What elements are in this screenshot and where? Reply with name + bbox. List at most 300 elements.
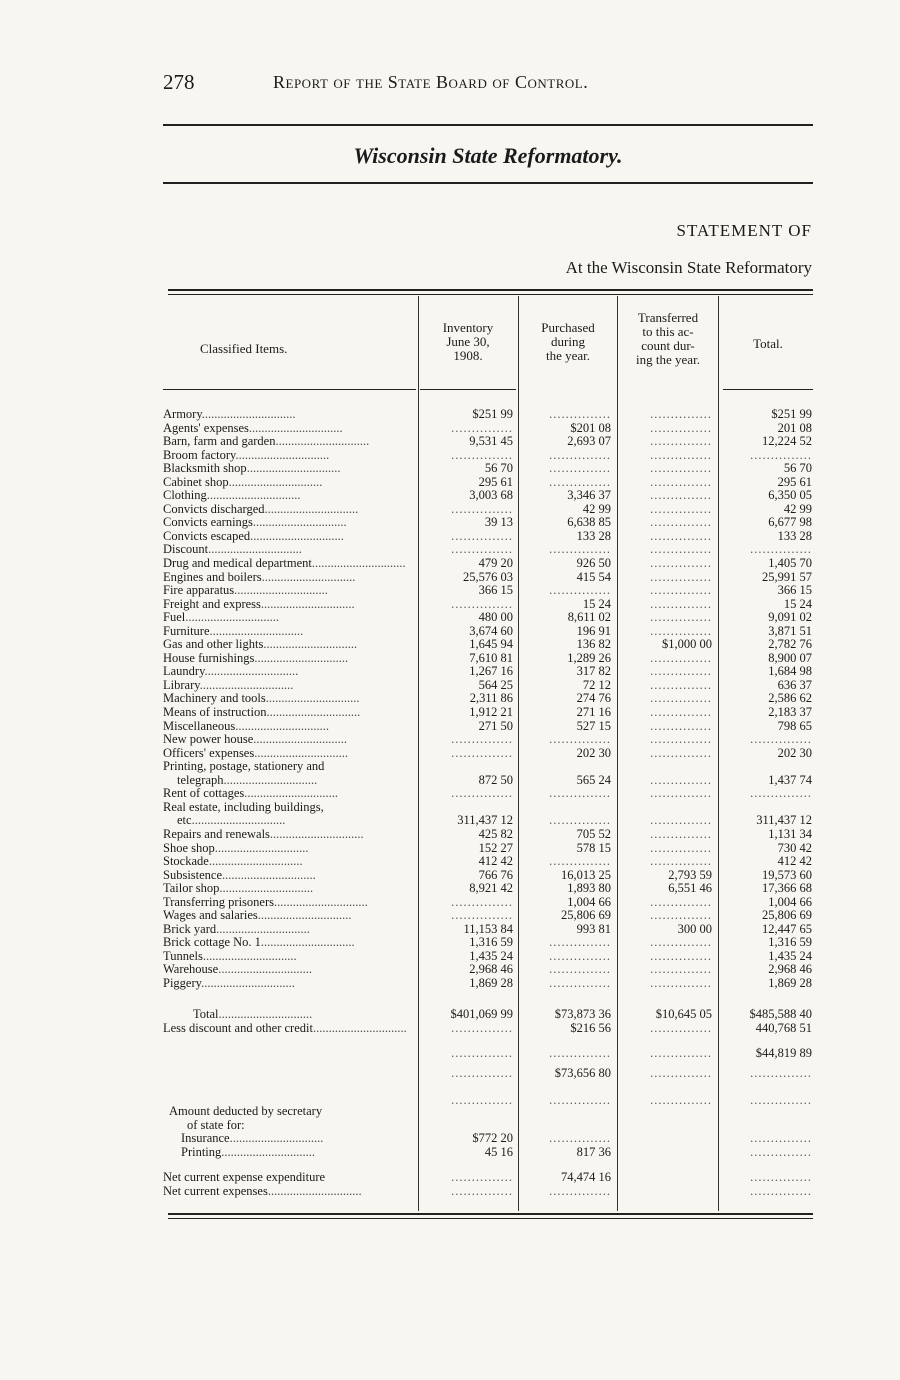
empty-cell: ............... xyxy=(451,732,513,747)
table-row xyxy=(163,422,813,436)
row-label xyxy=(163,598,416,612)
deductions-heading-2 xyxy=(163,1119,813,1133)
deductions-section xyxy=(163,1105,813,1198)
empty-cell: ............... xyxy=(650,501,712,516)
empty-cell: ............... xyxy=(750,786,812,801)
cell-total: 6,350 05 xyxy=(768,488,812,503)
cell-total: 3,871 51 xyxy=(768,623,812,638)
less-total: 440,768 51 xyxy=(755,1020,812,1035)
cell-inventory: 3,674 60 xyxy=(469,623,513,638)
table-row xyxy=(163,692,813,706)
cell-total: 412 42 xyxy=(777,854,812,869)
table-row xyxy=(163,760,813,774)
row-label xyxy=(163,503,416,517)
cell-transferred: $1,000 00 xyxy=(662,637,712,652)
cell-inventory: 480 00 xyxy=(478,610,513,625)
leader-dots: .............................. xyxy=(260,597,355,611)
cell-total: 1,004 66 xyxy=(768,894,812,909)
cell-inventory: 1,435 24 xyxy=(469,948,513,963)
table-row xyxy=(163,543,813,557)
leader-dots: .............................. xyxy=(248,421,343,435)
row-label xyxy=(163,516,416,530)
row-label-text: Armory xyxy=(163,408,202,421)
empty-cell: ............... xyxy=(650,1065,712,1080)
empty-cell: ............... xyxy=(650,664,712,679)
cell-purchased: 705 52 xyxy=(576,826,611,841)
empty-cell: ............... xyxy=(650,515,712,530)
row-label xyxy=(163,665,416,679)
table-row xyxy=(163,869,813,883)
cell-inventory: 425 82 xyxy=(478,826,513,841)
empty-cell: ............... xyxy=(549,447,611,462)
empty-cell: ............... xyxy=(549,948,611,963)
empty-cell: ............... xyxy=(549,474,611,489)
cell-inventory: 25,576 03 xyxy=(463,569,513,584)
cell-inventory: 1,869 28 xyxy=(469,975,513,990)
empty-cell: ............... xyxy=(549,962,611,977)
leader-dots: .............................. xyxy=(235,719,329,733)
table-row xyxy=(163,828,813,842)
row-label-text: Machinery and tools xyxy=(163,692,266,706)
row-label xyxy=(163,869,416,883)
printing-purchased: 817 36 xyxy=(576,1144,611,1159)
table-row xyxy=(163,652,813,666)
less-row xyxy=(163,1022,813,1036)
cell-purchased: 72 12 xyxy=(582,677,611,692)
header-purchased xyxy=(520,321,616,363)
cell-purchased: 317 82 xyxy=(576,664,611,679)
net-expenses-label xyxy=(163,1185,416,1199)
section-title: Wisconsin State Reformatory. xyxy=(353,143,623,168)
empty-cell: ............... xyxy=(650,488,712,503)
empty-cell: ............... xyxy=(650,407,712,421)
table-row xyxy=(163,449,813,463)
cell-inventory: 479 20 xyxy=(478,556,513,571)
printing-row xyxy=(163,1146,813,1160)
empty-cell: ............... xyxy=(650,528,712,543)
empty-cell: ............... xyxy=(650,434,712,449)
table-row xyxy=(163,842,813,856)
empty-cell: ............... xyxy=(650,461,712,476)
table-row xyxy=(163,936,813,950)
cell-inventory: 1,267 16 xyxy=(469,664,513,679)
cell-inventory: 1,316 59 xyxy=(469,935,513,950)
cell-total: 2,782 76 xyxy=(768,637,812,652)
cell-purchased: 274 76 xyxy=(576,691,611,706)
row-label-text: Shoe shop xyxy=(163,841,215,855)
table-bottom-rule-2 xyxy=(168,1218,813,1219)
row-label xyxy=(163,760,416,774)
empty-cell: ............... xyxy=(451,745,513,760)
top-rule xyxy=(163,124,813,126)
leader-dots: .............................. xyxy=(229,1132,324,1146)
leader-dots: .............................. xyxy=(208,855,303,869)
row-label-text: Means of instruction xyxy=(163,706,267,720)
empty-cell: ............... xyxy=(451,1020,513,1035)
leader-dots: .............................. xyxy=(254,651,349,665)
cell-transferred: 2,793 59 xyxy=(668,867,712,882)
cell-purchased: 1,893 80 xyxy=(567,881,611,896)
cell-inventory: 39 13 xyxy=(484,515,513,530)
cell-total: 1,405 70 xyxy=(768,556,812,571)
table-row xyxy=(163,530,813,544)
leader-dots: .............................. xyxy=(257,909,352,923)
cell-purchased: 202 30 xyxy=(576,745,611,760)
cell-total: 366 15 xyxy=(777,583,812,598)
table-row xyxy=(163,435,813,449)
empty-cell: ............... xyxy=(650,542,712,557)
cell-total: 1,435 24 xyxy=(768,948,812,963)
row-label xyxy=(163,692,416,706)
deductions-heading-1 xyxy=(163,1105,813,1119)
table-bottom-rule xyxy=(168,1213,813,1215)
leader-dots: .............................. xyxy=(221,1145,316,1159)
table-row xyxy=(163,950,813,964)
empty-cell: ............... xyxy=(750,732,812,747)
row-label-text: etc xyxy=(177,814,192,828)
header-line: the year. xyxy=(545,348,591,363)
leader-dots: .............................. xyxy=(260,936,355,950)
insurance-row xyxy=(163,1132,813,1146)
header-rule xyxy=(723,389,813,390)
cell-total: 133 28 xyxy=(777,528,812,543)
row-label-text: Freight and express xyxy=(163,597,261,611)
empty-cell: ............... xyxy=(650,677,712,692)
empty-cell: ............... xyxy=(650,583,712,598)
leader-dots: .............................. xyxy=(222,868,316,882)
empty-cell: ............... xyxy=(451,596,513,611)
cell-total: 295 61 xyxy=(777,474,812,489)
table-row xyxy=(163,584,813,598)
empty-cell: ............... xyxy=(650,908,712,923)
net-expenditure-label xyxy=(163,1171,416,1185)
net-purchased: $73,656 80 xyxy=(554,1065,611,1080)
empty-cell: ............... xyxy=(549,786,611,801)
leader-dots: .............................. xyxy=(263,638,358,652)
leader-dots: .............................. xyxy=(185,611,279,625)
row-label xyxy=(163,557,416,571)
empty-cell: ............... xyxy=(451,447,513,462)
cell-purchased: 42 99 xyxy=(582,501,611,516)
row-label-text: Drug and medical department xyxy=(163,557,312,571)
cell-total: 12,224 52 xyxy=(762,434,812,449)
header-inventory xyxy=(420,321,516,363)
cell-total: 15 24 xyxy=(783,596,812,611)
cell-purchased: 2,693 07 xyxy=(567,434,611,449)
empty-cell: ............... xyxy=(650,556,712,571)
empty-cell: ............... xyxy=(650,935,712,950)
row-label xyxy=(163,706,416,720)
cell-total: 201 08 xyxy=(777,420,812,435)
leader-dots: .............................. xyxy=(219,882,314,896)
empty-cell: ............... xyxy=(549,854,611,869)
row-label xyxy=(163,828,416,842)
table-row xyxy=(163,923,813,937)
table-row xyxy=(163,855,813,869)
table-row xyxy=(163,814,813,828)
empty-cell: ............... xyxy=(650,772,712,787)
table-top-rule-2 xyxy=(168,294,813,295)
net-expenses-label-text: Net current expenses xyxy=(163,1184,268,1198)
empty-cell: ............... xyxy=(451,542,513,557)
empty-cell: ............... xyxy=(451,528,513,543)
cell-purchased: 271 16 xyxy=(576,705,611,720)
cell-purchased: 1,289 26 xyxy=(567,650,611,665)
totals-section xyxy=(163,1008,813,1035)
row-label xyxy=(163,543,416,557)
empty-cell: ............... xyxy=(451,1065,513,1080)
row-label xyxy=(163,963,416,977)
empty-cell: ............... xyxy=(549,583,611,598)
leader-dots: .............................. xyxy=(199,678,294,692)
row-label xyxy=(163,855,416,869)
row-label-text: Stockade xyxy=(163,855,209,869)
leader-dots: .............................. xyxy=(244,787,338,801)
row-label xyxy=(163,882,416,896)
empty-cell: ............... xyxy=(650,610,712,625)
total-purchased: $73,873 36 xyxy=(554,1007,611,1021)
row-label xyxy=(163,435,416,449)
row-label-text: Engines and boilers xyxy=(163,570,262,584)
table-row xyxy=(163,665,813,679)
cell-purchased: 16,013 25 xyxy=(561,867,611,882)
row-label xyxy=(163,611,416,625)
table-row xyxy=(163,516,813,530)
cell-total: 2,183 37 xyxy=(768,705,812,720)
empty-cell: ............... xyxy=(451,1046,513,1060)
cell-inventory: 152 27 xyxy=(478,840,513,855)
total-label-text: Total xyxy=(193,1008,219,1021)
cell-purchased: 1,004 66 xyxy=(567,894,611,909)
cell-total: $251 99 xyxy=(771,407,812,421)
statement-subtitle: At the Wisconsin State Reformatory xyxy=(565,258,812,277)
row-label-text: New power house xyxy=(163,733,254,747)
cell-inventory: 9,531 45 xyxy=(469,434,513,449)
row-label-text: Printing, postage, stationery and xyxy=(163,760,325,774)
cell-total: 9,091 02 xyxy=(768,610,812,625)
deductions-heading-text: of state for: xyxy=(187,1118,245,1132)
row-label xyxy=(163,814,416,828)
row-label xyxy=(163,408,416,422)
empty-cell: ............... xyxy=(451,420,513,435)
cell-total: 1,684 98 xyxy=(768,664,812,679)
cell-purchased: 415 54 xyxy=(576,569,611,584)
table-row xyxy=(163,571,813,585)
empty-cell: ............... xyxy=(750,447,812,462)
row-label xyxy=(163,625,416,639)
printing-label xyxy=(163,1146,416,1160)
leader-dots: .............................. xyxy=(264,502,359,516)
header-line: Inventory xyxy=(442,320,494,335)
cell-total: 56 70 xyxy=(783,461,812,476)
row-label-text: Gas and other lights xyxy=(163,638,264,652)
empty-cell: ............... xyxy=(650,948,712,963)
balance-section xyxy=(163,1047,813,1108)
leader-dots: .............................. xyxy=(250,529,344,543)
less-label xyxy=(163,1022,416,1036)
table-row xyxy=(163,977,813,991)
cell-total: 1,131 34 xyxy=(768,826,812,841)
cell-inventory: 7,610 81 xyxy=(469,650,513,665)
row-label xyxy=(163,950,416,964)
cell-total: 2,586 62 xyxy=(768,691,812,706)
cell-inventory: 872 50 xyxy=(478,772,513,787)
table-row xyxy=(163,909,813,923)
row-label-text: Clothing xyxy=(163,489,207,503)
leader-dots: .............................. xyxy=(208,543,302,557)
cell-purchased: 993 81 xyxy=(576,921,611,936)
running-head: Report of the State Board of Control. xyxy=(273,72,589,92)
row-label-text: Discount xyxy=(163,543,209,557)
leader-dots: .............................. xyxy=(246,462,341,476)
cell-purchased: 926 50 xyxy=(576,556,611,571)
leader-dots: .............................. xyxy=(253,733,348,747)
insurance-label-text: Insurance xyxy=(181,1132,230,1146)
cell-total: 12,447 65 xyxy=(762,921,812,936)
insurance-inventory: $772 20 xyxy=(472,1131,513,1146)
cell-inventory: 11,153 84 xyxy=(463,921,513,936)
cell-total: 19,573 60 xyxy=(762,867,812,882)
header-classified-items: Classified Items. xyxy=(200,341,288,356)
row-label xyxy=(163,896,416,910)
table-row xyxy=(163,882,813,896)
table-row xyxy=(163,462,813,476)
header-line: June 30, xyxy=(446,334,490,349)
row-label xyxy=(163,733,416,747)
row-label-text: Subsistence xyxy=(163,868,223,882)
cell-inventory: $251 99 xyxy=(472,407,513,421)
row-label xyxy=(163,449,416,463)
empty-cell: ............... xyxy=(451,908,513,923)
cell-total: 6,677 98 xyxy=(768,515,812,530)
empty-cell: ............... xyxy=(650,826,712,841)
cell-purchased: 8,611 02 xyxy=(567,610,611,625)
net-expenses-row xyxy=(163,1185,813,1199)
cell-purchased: 196 91 xyxy=(576,623,611,638)
cell-total: 17,366 68 xyxy=(762,881,812,896)
table-row xyxy=(163,774,813,788)
net-expenditure-label-text: Net current expense expenditure xyxy=(163,1171,326,1185)
cell-total: 42 99 xyxy=(783,501,812,516)
leader-dots: .............................. xyxy=(216,922,310,936)
cell-total: 202 30 xyxy=(777,745,812,760)
row-label xyxy=(163,489,416,503)
table-row xyxy=(163,638,813,652)
header-transferred xyxy=(619,311,717,367)
leader-dots: .............................. xyxy=(266,706,361,720)
empty-cell: ............... xyxy=(750,1093,812,1108)
cell-transferred: 6,551 46 xyxy=(668,881,712,896)
row-label-text: Fire apparatus xyxy=(163,584,235,598)
table-row xyxy=(163,787,813,801)
row-label-text: Wages and salaries xyxy=(163,909,258,923)
row-label xyxy=(163,747,416,761)
net-expenditure-purchased: 74,474 16 xyxy=(561,1170,611,1185)
row-label-text: telegraph xyxy=(177,773,224,787)
cell-inventory: 2,968 46 xyxy=(469,962,513,977)
cell-purchased: 133 28 xyxy=(576,528,611,543)
cell-inventory: 8,921 42 xyxy=(469,881,513,896)
balance-row xyxy=(163,1047,813,1061)
leader-dots: .............................. xyxy=(218,1008,313,1021)
row-label-text: Brick yard xyxy=(163,922,217,936)
empty-cell: ............... xyxy=(650,786,712,801)
empty-cell: ............... xyxy=(650,1020,712,1035)
header-line: 1908. xyxy=(453,348,483,363)
empty-cell: ............... xyxy=(750,1065,812,1080)
printing-label-text: Printing xyxy=(181,1145,222,1159)
row-label-text: Furniture xyxy=(163,624,210,638)
header-rule xyxy=(420,389,516,390)
total-transferred: $10,645 05 xyxy=(655,1007,712,1021)
empty-cell: ............... xyxy=(650,691,712,706)
cell-transferred: 300 00 xyxy=(677,921,712,936)
empty-cell: ............... xyxy=(650,840,712,855)
leader-dots: .............................. xyxy=(191,814,286,828)
cell-inventory: 1,912 21 xyxy=(469,705,513,720)
row-label xyxy=(163,923,416,937)
insurance-label xyxy=(163,1132,416,1146)
row-label-text: Transferring prisoners xyxy=(163,895,274,909)
cell-purchased: $201 08 xyxy=(570,420,611,435)
table-row xyxy=(163,408,813,422)
empty-cell: ............... xyxy=(451,894,513,909)
empty-cell: ............... xyxy=(549,542,611,557)
empty-cell: ............... xyxy=(750,1131,812,1146)
empty-cell: ............... xyxy=(650,623,712,638)
balance-total: $44,819 89 xyxy=(755,1046,812,1060)
row-label xyxy=(163,652,416,666)
row-label-text: Officers' expenses xyxy=(163,746,255,760)
header-line: Purchased xyxy=(541,320,595,335)
empty-cell: ............... xyxy=(650,894,712,909)
cell-total: 1,316 59 xyxy=(768,935,812,950)
row-label-text: Warehouse xyxy=(163,963,219,977)
empty-cell: ............... xyxy=(549,1183,611,1198)
empty-cell: ............... xyxy=(451,1183,513,1198)
leader-dots: .............................. xyxy=(201,976,295,990)
less-label-text: Less discount and other credit xyxy=(163,1021,313,1035)
total-row xyxy=(163,1008,813,1022)
leader-dots: .............................. xyxy=(206,489,301,503)
leader-dots: .............................. xyxy=(252,516,347,530)
leader-dots: .............................. xyxy=(267,1184,362,1198)
less-purchased: $216 56 xyxy=(570,1020,611,1035)
row-label xyxy=(163,679,416,693)
row-label-text: Fuel xyxy=(163,611,186,625)
row-label-text: Library xyxy=(163,678,200,692)
empty-cell: ............... xyxy=(650,732,712,747)
leader-dots: .............................. xyxy=(254,746,348,760)
empty-cell: ............... xyxy=(750,542,812,557)
total-inventory: $401,069 99 xyxy=(450,1007,513,1021)
leader-dots: .............................. xyxy=(209,624,304,638)
leader-dots: .............................. xyxy=(228,475,323,489)
cell-purchased: 6,638 85 xyxy=(567,515,611,530)
cell-inventory: 2,311 86 xyxy=(469,691,513,706)
table-row xyxy=(163,733,813,747)
empty-cell: ............... xyxy=(650,596,712,611)
leader-dots: .............................. xyxy=(311,557,406,571)
leader-dots: .............................. xyxy=(218,963,312,977)
items-table xyxy=(163,408,813,991)
row-label xyxy=(163,801,416,815)
cell-total: 2,968 46 xyxy=(768,962,812,977)
row-label xyxy=(163,422,416,436)
section-rule xyxy=(163,182,813,184)
total-label xyxy=(163,1008,416,1022)
table-row xyxy=(163,611,813,625)
